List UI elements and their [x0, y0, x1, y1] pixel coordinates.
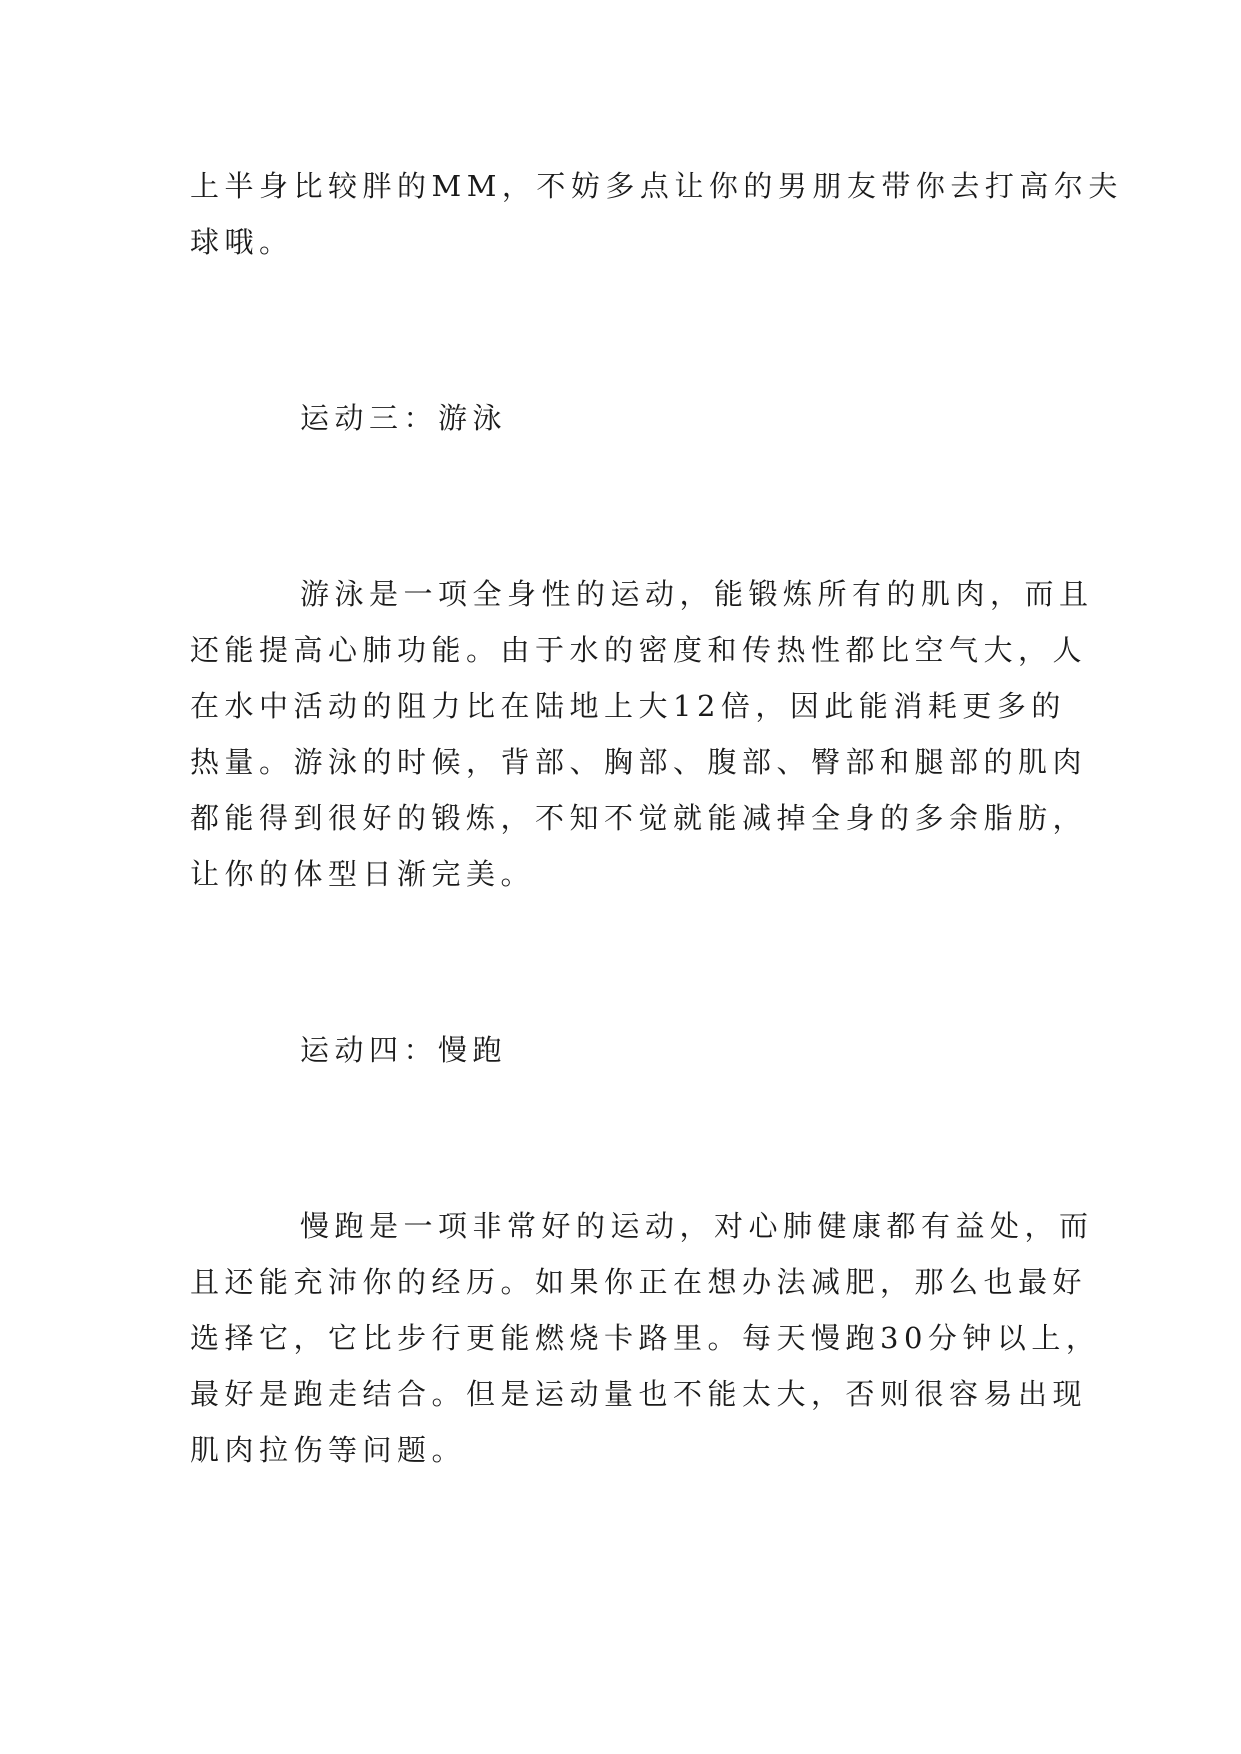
paragraph-line: 慢跑是一项非常好的运动，对心肺健康都有益处，而	[300, 1209, 1094, 1243]
paragraph-line: 且还能充沛你的经历。如果你正在想办法减肥，那么也最好	[190, 1265, 1088, 1299]
paragraph-line: 最好是跑走结合。但是运动量也不能太大，否则很容易出现	[190, 1377, 1088, 1411]
paragraph-line: 热量。游泳的时候，背部、胸部、腹部、臀部和腿部的肌肉	[190, 745, 1088, 779]
paragraph-line: 上半身比较胖的MM，不妨多点让你的男朋友带你去打高尔夫	[190, 169, 1123, 203]
paragraph-line: 都能得到很好的锻炼，不知不觉就能减掉全身的多余脂肪，	[190, 801, 1088, 835]
section-heading-jogging: 运动四：慢跑	[300, 1033, 508, 1067]
paragraph-line: 游泳是一项全身性的运动，能锻炼所有的肌肉，而且	[300, 577, 1094, 611]
paragraph-line: 在水中活动的阻力比在陆地上大12倍，因此能消耗更多的	[190, 689, 1066, 723]
paragraph-line: 还能提高心肺功能。由于水的密度和传热性都比空气大，人	[190, 633, 1088, 667]
paragraph-line: 肌肉拉伤等问题。	[190, 1433, 467, 1467]
section-heading-swimming: 运动三：游泳	[300, 401, 508, 435]
paragraph-line: 球哦。	[190, 225, 294, 259]
paragraph-line: 选择它，它比步行更能燃烧卡路里。每天慢跑30分钟以上，	[190, 1321, 1101, 1355]
paragraph-line: 让你的体型日渐完美。	[190, 857, 536, 891]
